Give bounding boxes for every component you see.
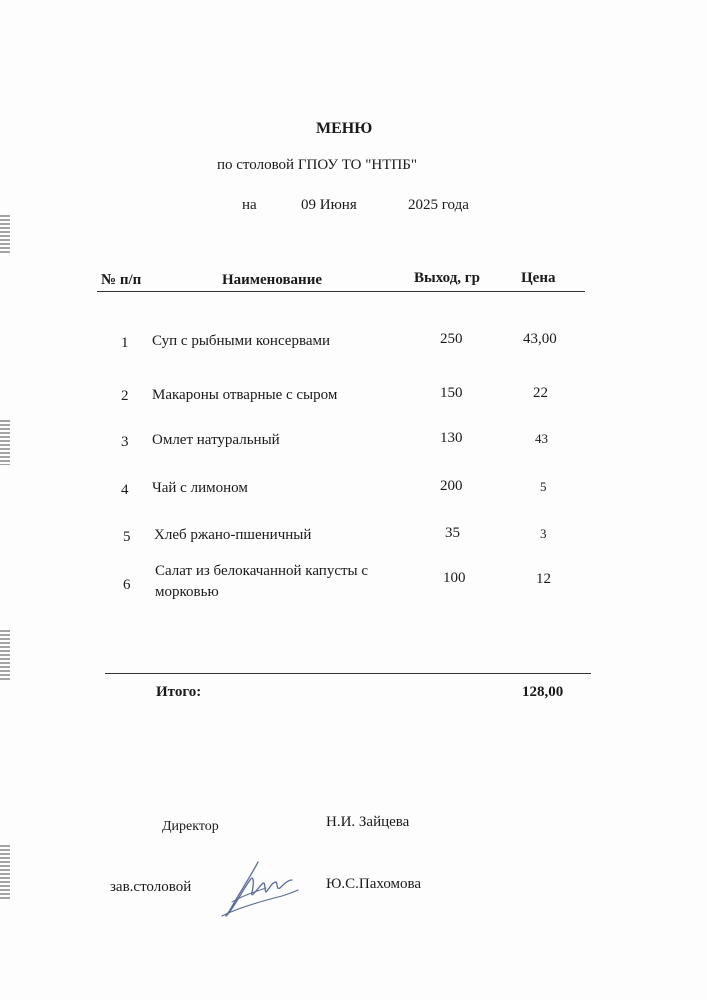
- scan-edge-artifact: [0, 845, 10, 900]
- total-label: Итого:: [156, 684, 202, 700]
- row-number: 4: [121, 482, 129, 498]
- total-value: 128,00: [522, 684, 564, 700]
- header-number: № п/п: [101, 272, 142, 288]
- row-yield: 35: [445, 525, 460, 541]
- header-divider: [97, 291, 585, 292]
- header-yield: Выход, гр: [414, 270, 480, 286]
- row-name: Хлеб ржано-пшеничный: [154, 527, 312, 543]
- handwritten-signature: [218, 858, 302, 922]
- row-number: 2: [121, 388, 129, 404]
- date-year: 2025 года: [408, 197, 469, 213]
- director-name: Н.И. Зайцева: [326, 814, 410, 830]
- header-price: Цена: [521, 270, 556, 286]
- total-divider: [105, 673, 591, 674]
- document-title: МЕНЮ: [316, 120, 373, 137]
- row-yield: 100: [443, 570, 466, 586]
- row-yield: 200: [440, 478, 463, 494]
- row-name-line-2: морковью: [155, 584, 219, 600]
- row-yield: 250: [440, 331, 463, 347]
- row-number: 6: [123, 577, 131, 593]
- row-name: Омлет натуральный: [152, 432, 280, 448]
- row-price: 5: [540, 479, 547, 494]
- canteen-manager-name: Ю.С.Пахомова: [326, 876, 422, 892]
- director-title: Директор: [162, 819, 219, 834]
- row-price: 3: [540, 526, 547, 541]
- row-yield: 150: [440, 385, 463, 401]
- row-name: Суп с рыбными консервами: [152, 333, 331, 349]
- row-yield: 130: [440, 430, 463, 446]
- row-price: 12: [536, 571, 551, 587]
- scan-edge-artifact: [0, 630, 10, 680]
- document-subtitle: по столовой ГПОУ ТО "НТПБ": [217, 157, 417, 173]
- row-number: 5: [123, 529, 131, 545]
- header-name: Наименование: [222, 272, 322, 288]
- row-name: Чай с лимоном: [152, 480, 248, 496]
- row-number: 3: [121, 434, 129, 450]
- row-name: Макароны отварные с сыром: [152, 387, 338, 403]
- row-number: 1: [121, 335, 129, 351]
- row-price: 43: [535, 431, 548, 446]
- row-name-line-1: Салат из белокачанной капусты с: [155, 563, 369, 579]
- canteen-manager-title: зав.столовой: [110, 879, 192, 895]
- date-day-month: 09 Июня: [301, 197, 357, 213]
- scan-edge-artifact: [0, 215, 10, 255]
- scan-edge-artifact: [0, 420, 10, 465]
- date-prefix: на: [242, 197, 257, 213]
- row-price: 22: [533, 385, 548, 401]
- row-price: 43,00: [523, 331, 557, 347]
